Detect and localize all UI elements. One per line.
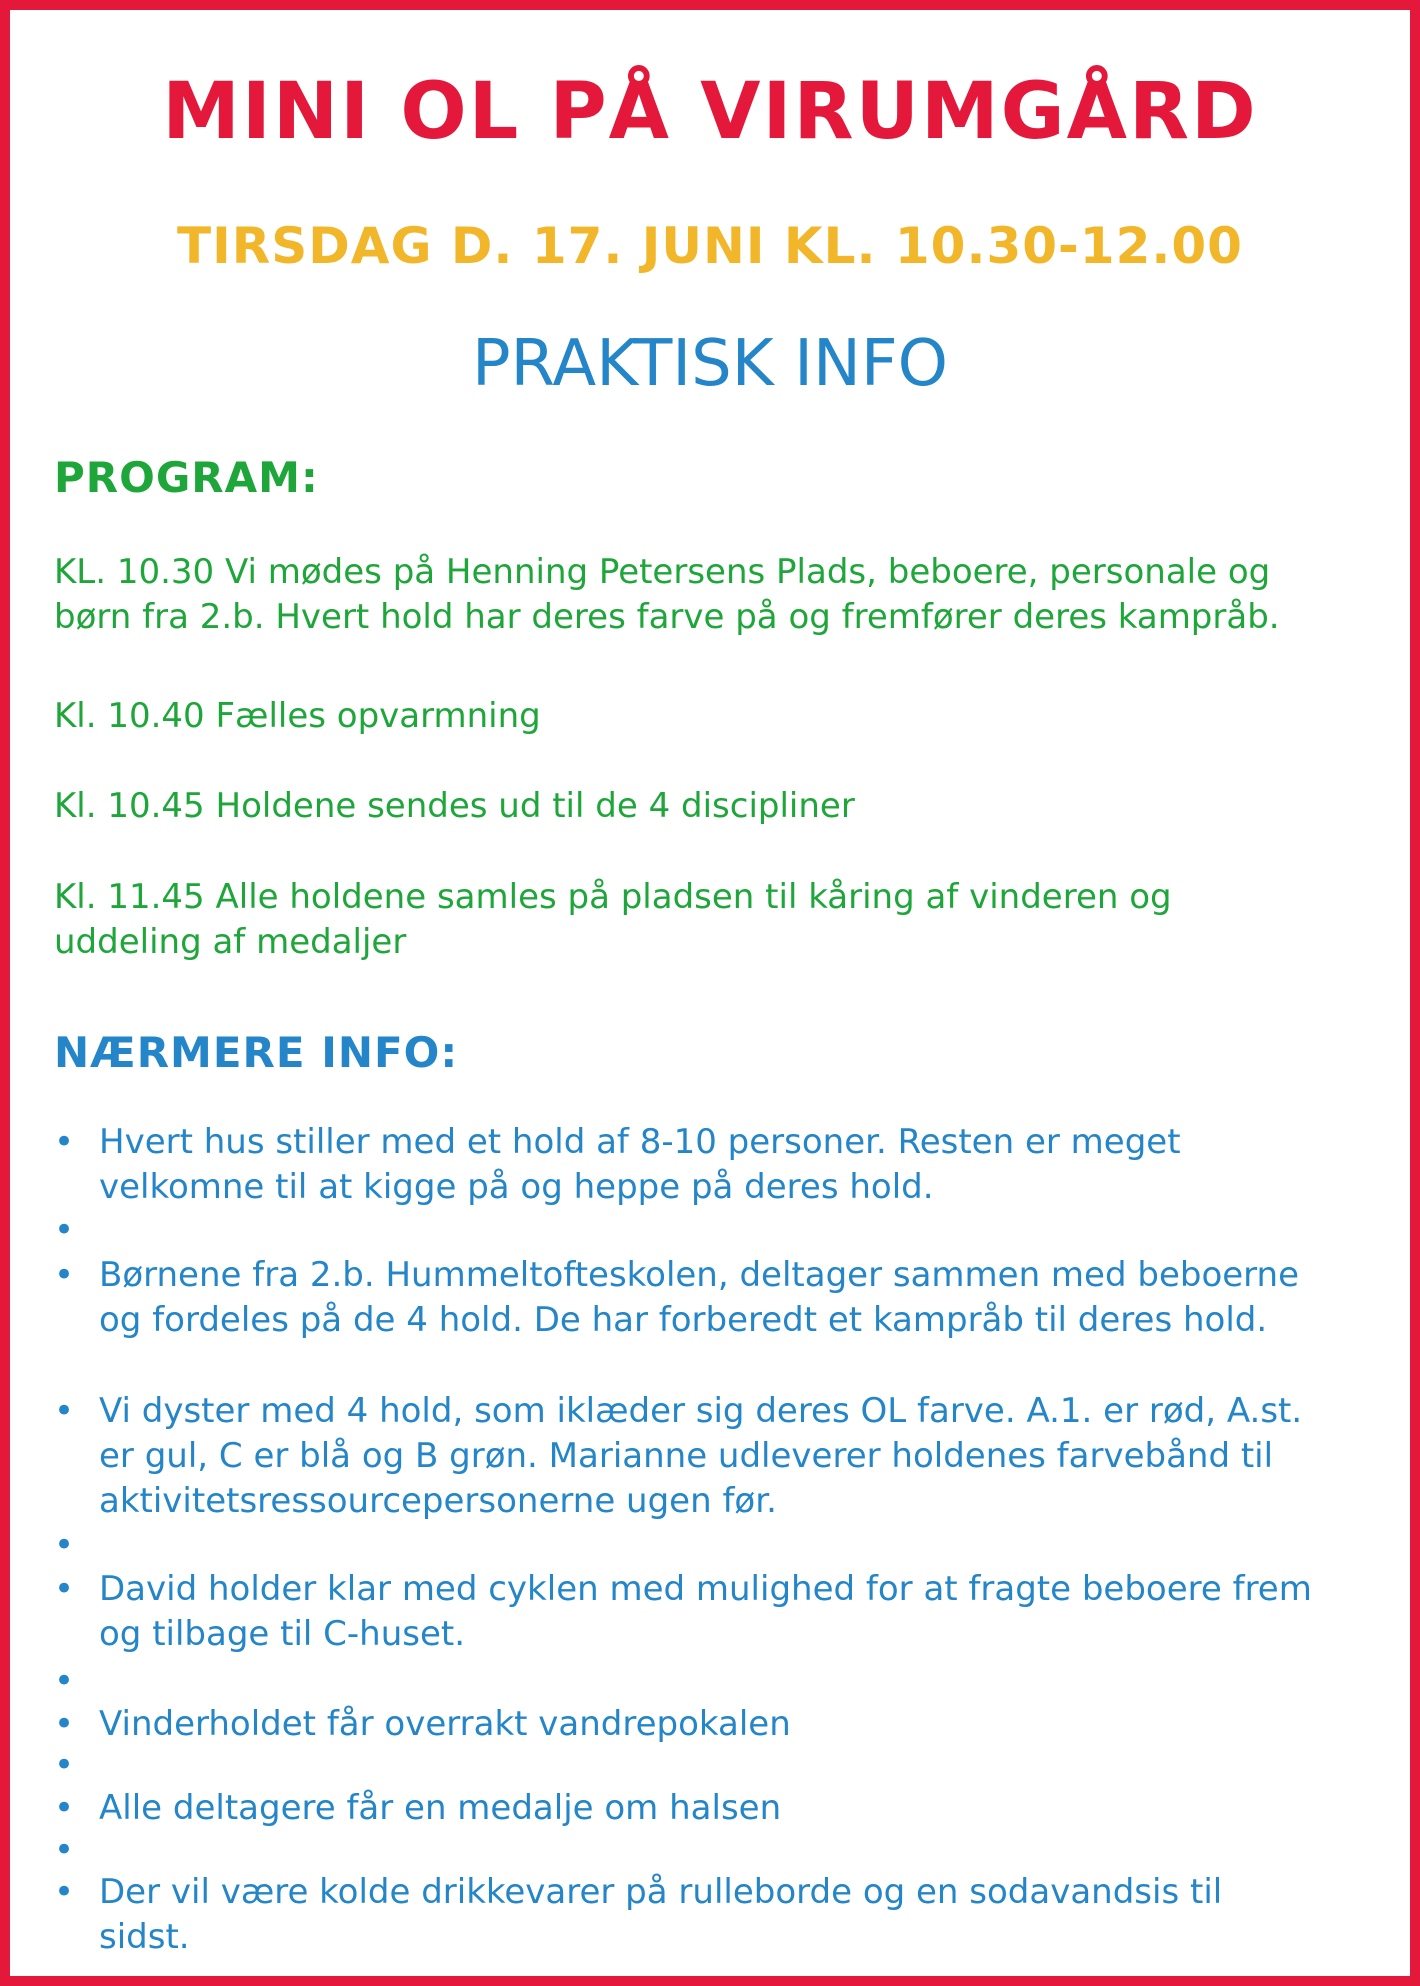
further-info-heading: NÆRMERE INFO: [54, 1028, 459, 1077]
list-line: sidst. [99, 1917, 190, 1957]
program-line: Kl. 11.45 Alle holdene samles på pladsen til kåring af vinderen og [54, 877, 1172, 917]
list-item [54, 1120, 1374, 1210]
bullet-icon: • [54, 1122, 75, 1162]
list-line: Der vil være kolde drikkevarer på rulleborde og en sodavandsis til [99, 1872, 1223, 1912]
program-item [54, 694, 1354, 739]
list-line: Vi dyster med 4 hold, som iklæder sig deres OL farve. A.1. er rød, A.st. [99, 1391, 1303, 1431]
bullet-icon: • [54, 1788, 75, 1828]
list-line: og fordeles på de 4 hold. De har forberedt et kampråb til deres hold. [99, 1300, 1268, 1340]
list-item [54, 1870, 1374, 1960]
list-item-text [99, 1120, 1374, 1210]
list-item-text [99, 1567, 1374, 1657]
list-item-text [99, 1786, 1374, 1831]
bullet-icon: • [54, 1704, 75, 1744]
list-item-text [99, 1389, 1374, 1524]
list-line: David holder klar med cyklen med mulighed for at fragte beboere frem [99, 1569, 1312, 1609]
bullet-icon: • [54, 1210, 75, 1250]
document-title: MINI OL PÅ VIRUMGÅRD [162, 67, 1258, 157]
program-item [54, 784, 1354, 829]
bullet-icon: • [54, 1569, 75, 1609]
bullet-icon: • [54, 1661, 75, 1701]
list-line: og tilbage til C-huset. [99, 1614, 466, 1654]
list-line: Vinderholdet får overrakt vandrepokalen [99, 1704, 791, 1744]
bullet-icon: • [54, 1872, 75, 1912]
list-item [54, 1253, 1374, 1343]
program-item [54, 875, 1354, 965]
list-line: Hvert hus stiller med et hold af 8-10 personer. Resten er meget [99, 1122, 1181, 1162]
program-line: KL. 10.30 Vi mødes på Henning Petersens Plads, beboere, personale og [54, 552, 1271, 592]
list-line: velkomne til at kigge på og heppe på deres hold. [99, 1167, 934, 1207]
bullet-icon: • [54, 1255, 75, 1295]
list-item-text [99, 1253, 1374, 1343]
practical-info-heading: PRAKTISK INFO [471, 327, 949, 401]
bullet-icon: • [54, 1391, 75, 1431]
program-line: Kl. 10.40 Fælles opvarmning [54, 696, 541, 736]
list-item [54, 1786, 1374, 1831]
program-line: uddeling af medaljer [54, 922, 407, 962]
list-line: Børnene fra 2.b. Hummeltofteskolen, deltager sammen med beboerne [99, 1255, 1300, 1295]
event-date-time: TIRSDAG D. 17. JUNI KL. 10.30-12.00 [177, 217, 1243, 275]
list-item-text [99, 1702, 1374, 1747]
bullet-icon: • [54, 1745, 75, 1785]
bullet-icon: • [54, 1525, 75, 1565]
program-line: Kl. 10.45 Holdene sendes ud til de 4 discipliner [54, 786, 855, 826]
list-item [54, 1702, 1374, 1747]
program-line: børn fra 2.b. Hvert hold har deres farve på og fremfører deres kampråb. [54, 597, 1280, 637]
list-line: er gul, C er blå og B grøn. Marianne udleverer holdenes farvebånd til [99, 1436, 1274, 1476]
program-heading: PROGRAM: [54, 453, 319, 502]
program-item [54, 550, 1354, 640]
list-item-text [99, 1870, 1374, 1960]
list-item [54, 1567, 1374, 1657]
list-line: aktivitetsressourcepersonerne ugen før. [99, 1481, 777, 1521]
bullet-icon: • [54, 1830, 75, 1870]
list-line: Alle deltagere får en medalje om halsen [99, 1788, 782, 1828]
list-item [54, 1389, 1374, 1524]
